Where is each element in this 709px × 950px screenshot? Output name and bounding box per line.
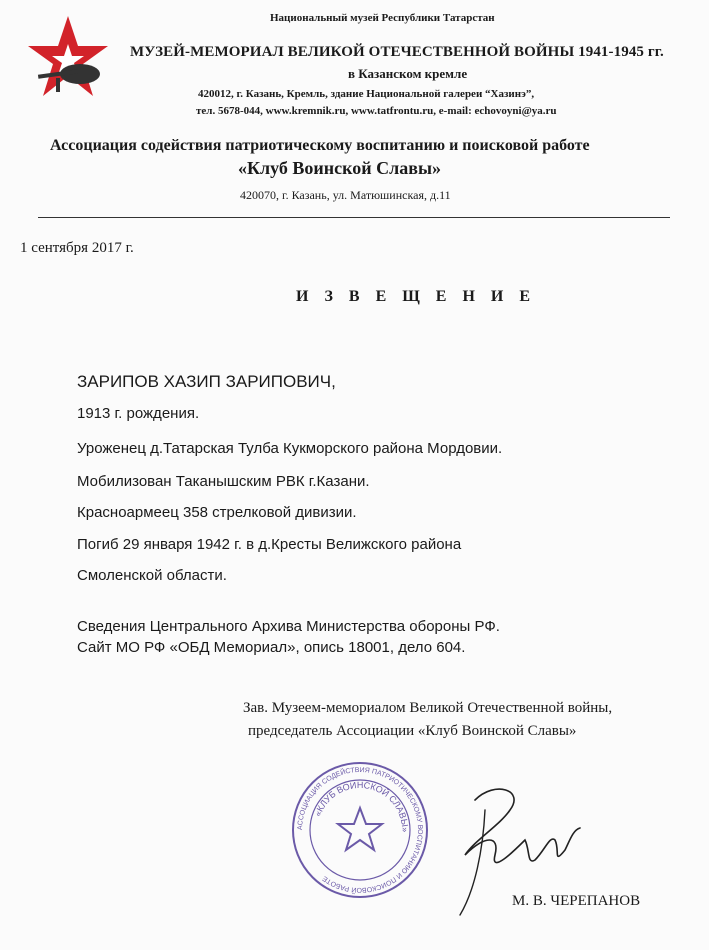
association-address: 420070, г. Казань, ул. Матюшинская, д.11 <box>240 188 451 202</box>
person-name: ЗАРИПОВ ХАЗИП ЗАРИПОВИЧ, <box>77 372 336 391</box>
stamp-inner-text: «КЛУБ ВОИНСКОЙ СЛАВЫ» <box>312 779 411 833</box>
signer-name: М. В. ЧЕРЕПАНОВ <box>512 893 641 909</box>
svg-text:«КЛУБ ВОИНСКОЙ СЛАВЫ» <box>313 780 410 832</box>
source-line-2: Сайт МО РФ «ОБД Мемориал», опись 18001, дело 604. <box>77 639 466 656</box>
museum-title: МУЗЕЙ-МЕМОРИАЛ ВЕЛИКОЙ ОТЕЧЕСТВЕННОЙ ВОЙНЫ 1941-1945 гг. <box>130 44 664 60</box>
museum-parent: Национальный музей Республики Татарстан <box>270 12 495 24</box>
rank-line: Красноармеец 358 стрелковой дивизии. <box>77 504 357 521</box>
header-divider <box>38 217 670 218</box>
origin-line: Уроженец д.Татарская Тулба Кукморского района Мордовии. <box>77 440 503 457</box>
official-stamp <box>290 760 430 900</box>
document-date: 1 сентября 2017 г. <box>20 240 134 256</box>
museum-logo <box>28 14 108 106</box>
document-title: И З В Е Щ Е Н И Е <box>296 288 537 305</box>
association-name: «Клуб Воинской Славы» <box>238 158 442 178</box>
region-line: Смоленской области. <box>77 567 227 584</box>
museum-address: 420012, г. Казань, Кремль, здание Национальной галереи “Хазинэ”, <box>198 88 535 100</box>
association-title: Ассоциация содействия патриотическому воспитанию и поисковой работе <box>50 137 590 154</box>
death-line: Погиб 29 января 1942 г. в д.Кресты Велижского района <box>77 536 462 553</box>
stamp-outer-text: АССОЦИАЦИЯ СОДЕЙСТВИЯ ПАТРИОТИЧЕСКОМУ ВОСПИТАНИЮ И ПОИСКОВОЙ РАБОТЕ <box>296 766 424 894</box>
signer-position-2: председатель Ассоциации «Клуб Воинской Славы» <box>248 723 577 739</box>
stamp-star-icon <box>338 808 382 850</box>
museum-location: в Казанском кремле <box>348 66 468 81</box>
museum-contacts: тел. 5678-044, www.kremnik.ru, www.tatfrontu.ru, e-mail: echovoyni@ya.ru <box>196 105 557 117</box>
birth-line: 1913 г. рождения. <box>77 405 200 422</box>
mobilized-line: Мобилизован Таканышским РВК г.Казани. <box>77 473 370 490</box>
signer-position-1: Зав. Музеем-мемориалом Великой Отечественной войны, <box>243 700 613 716</box>
source-line-1: Сведения Центрального Архива Министерства обороны РФ. <box>77 618 500 635</box>
